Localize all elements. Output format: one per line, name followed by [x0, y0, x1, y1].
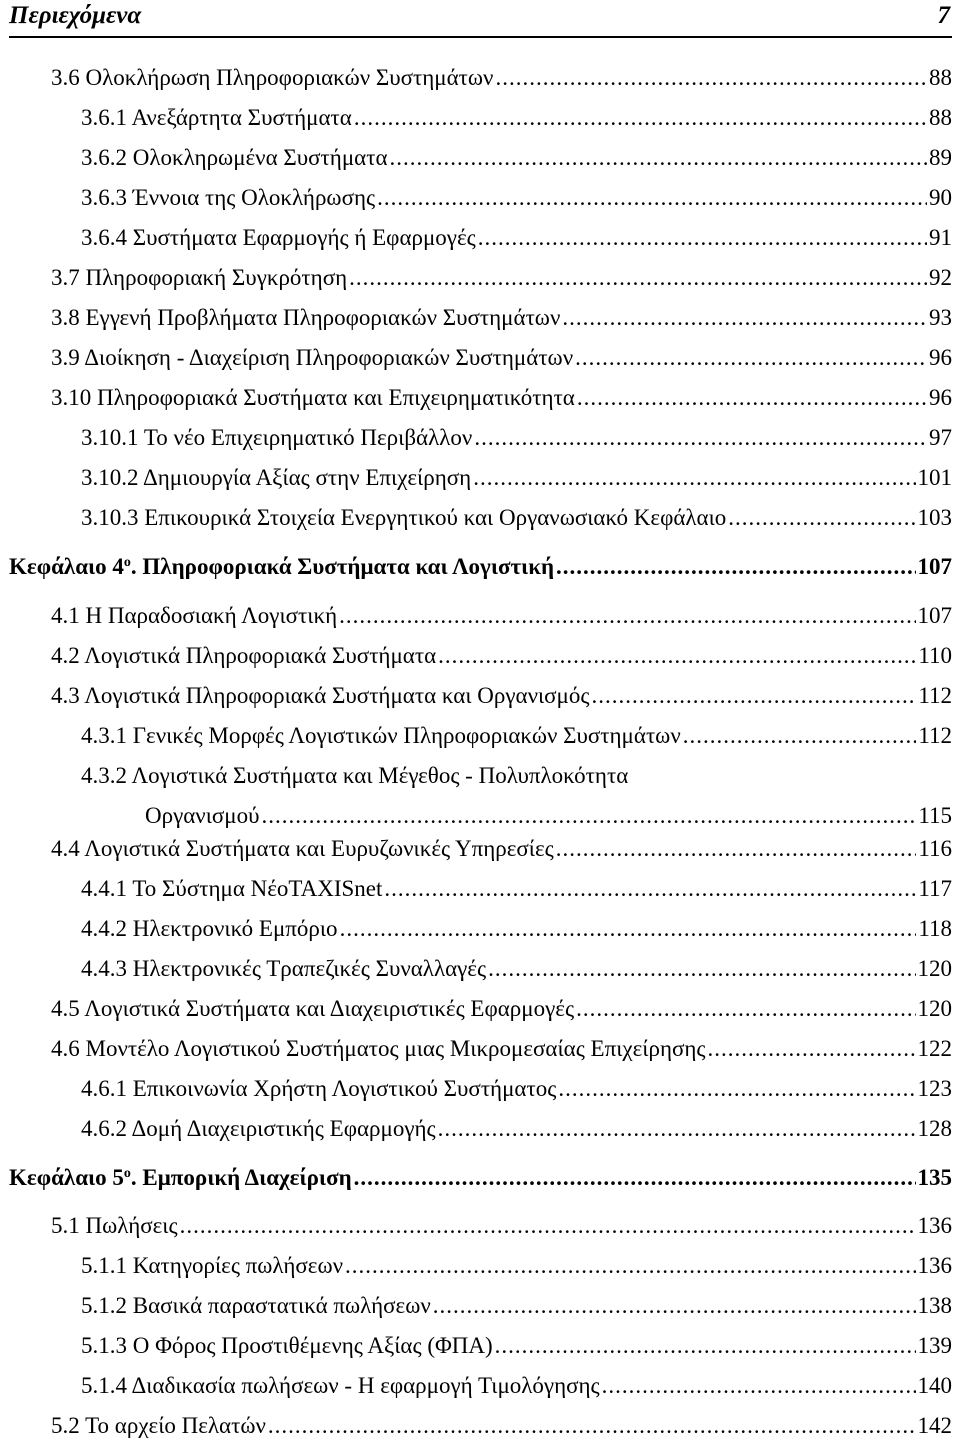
toc-entry-5-1-2[interactable]	[81, 1291, 952, 1321]
toc-entry-page: 91	[929, 225, 952, 250]
toc-chapter-title	[9, 1163, 352, 1193]
toc-entry-title: 3.8 Εγγενή Προβλήματα Πληροφοριακών Συστημάτων	[51, 305, 561, 330]
toc-entry-title: 3.6.2 Ολοκληρωμένα Συστήματα	[81, 145, 388, 170]
dot-leader	[556, 552, 915, 582]
header-page-number: 7	[937, 2, 950, 29]
toc-entry-3-6-2[interactable]	[81, 143, 952, 173]
toc-entry-title: 4.6.2 Δομή Διαχειριστικής Εφαρμογής	[81, 1116, 436, 1141]
dot-leader	[576, 994, 915, 1024]
toc-entry-3-6-4[interactable]	[81, 223, 952, 253]
dot-leader	[339, 601, 915, 631]
dot-leader	[683, 721, 917, 751]
toc-entry-title-line2: Οργανισμού	[145, 803, 260, 828]
dot-leader	[384, 874, 916, 904]
dot-leader	[180, 1211, 916, 1241]
dot-leader	[349, 263, 927, 293]
toc-entry-title: 3.10.3 Επικουρικά Στοιχεία Ενεργητικού και Οργανωσιακό Κεφάλαιο	[81, 505, 727, 530]
toc-entry-title: 3.10.1 Το νέο Επιχειρηματικό Περιβάλλον	[81, 425, 473, 450]
toc-entry-title: 4.5 Λογιστικά Συστήματα και Διαχειριστικές Εφαρμογές	[51, 996, 575, 1021]
toc-entry-page: 120	[917, 996, 952, 1021]
dot-leader	[438, 641, 916, 671]
toc-entry-3-10-2[interactable]	[81, 463, 952, 493]
toc-entry-page: 88	[929, 105, 952, 130]
toc-entry-title: 5.1.2 Βασικά παραστατικά πωλήσεων	[81, 1293, 431, 1318]
dot-leader	[473, 463, 915, 493]
toc-entry-title: 4.2 Λογιστικά Πληροφοριακά Συστήματα	[51, 643, 437, 668]
toc-entry-4-5[interactable]	[51, 994, 952, 1024]
toc-entry-4-3[interactable]	[51, 681, 952, 711]
toc-entry-title: 4.6 Μοντέλο Λογιστικού Συστήματος μιας Μικρομεσαίας Επιχείρησης	[51, 1036, 706, 1061]
toc-entry-3-9[interactable]	[51, 343, 952, 373]
toc-entry-5-1[interactable]	[51, 1211, 952, 1241]
toc-entry-page: 136	[917, 1253, 952, 1278]
toc-entry-page: 90	[929, 185, 952, 210]
toc-entry-title: 5.1.3 Ο Φόρος Προστιθέμενης Αξίας (ΦΠΑ)	[81, 1333, 493, 1358]
toc-entry-3-10-1[interactable]	[81, 423, 952, 453]
toc-entry-3-10-3[interactable]	[81, 503, 952, 533]
dot-leader	[728, 503, 915, 533]
toc-entry-4-6-1[interactable]	[81, 1074, 952, 1104]
dot-leader	[495, 63, 927, 93]
toc-entry-title-line1: 4.3.2 Λογιστικά Συστήματα και Μέγεθος - Πολυπλοκότητα	[81, 763, 629, 788]
toc-entry-page: 89	[929, 145, 952, 170]
toc-entry-page: 101	[917, 465, 952, 490]
toc-entry-page: 110	[918, 643, 952, 668]
toc-entry-title: 4.1 Η Παραδοσιακή Λογιστική	[51, 603, 338, 628]
dot-leader	[592, 681, 917, 711]
dot-leader	[478, 223, 927, 253]
toc-entry-title: 5.1.4 Διαδικασία πωλήσεων - Η εφαρμογή Τιμολόγησης	[81, 1373, 600, 1398]
toc-entry-title: 4.3 Λογιστικά Πληροφοριακά Συστήματα και Οργανισμός	[51, 683, 590, 708]
dot-leader	[438, 1114, 916, 1144]
toc-entry-3-6-1[interactable]	[81, 103, 952, 133]
toc-entry-page: 117	[918, 876, 952, 901]
chapter-label: Κεφάλαιο 4	[9, 554, 124, 579]
toc-entry-3-8[interactable]	[51, 303, 952, 333]
dot-leader	[474, 423, 927, 453]
toc-entry-title: 3.6 Ολοκλήρωση Πληροφοριακών Συστημάτων	[51, 65, 494, 90]
toc-entry-5-1-4[interactable]	[81, 1371, 952, 1401]
toc-entry-4-4-3[interactable]	[81, 954, 952, 984]
toc-entry-4-1[interactable]	[51, 601, 952, 631]
dot-leader	[268, 1411, 916, 1441]
toc-chapter-4[interactable]	[9, 552, 952, 582]
toc-entry-5-2[interactable]	[51, 1411, 952, 1441]
toc-entry-4-4-2[interactable]	[81, 914, 952, 944]
toc-entry-page: 138	[917, 1293, 952, 1318]
toc-entry-4-3-2[interactable]	[81, 761, 952, 831]
toc-chapter-title	[9, 552, 554, 582]
toc-entry-page: 123	[917, 1076, 952, 1101]
dot-leader	[345, 1251, 916, 1281]
toc-entry-4-4-1[interactable]	[81, 874, 952, 904]
dot-leader	[602, 1371, 916, 1401]
toc-entry-4-6-2[interactable]	[81, 1114, 952, 1144]
chapter-name: . Πληροφοριακά Συστήματα και Λογιστική	[130, 554, 555, 579]
dot-leader	[495, 1331, 916, 1361]
toc-entry-title: 4.6.1 Επικοινωνία Χρήστη Λογιστικού Συστήματος	[81, 1076, 557, 1101]
toc-entry-page: 97	[929, 425, 952, 450]
toc-entry-page: 118	[918, 916, 952, 941]
dot-leader	[354, 103, 927, 133]
toc-entry-page: 107	[917, 603, 952, 628]
toc-entry-4-6[interactable]	[51, 1034, 952, 1064]
toc-entry-page: 93	[929, 305, 952, 330]
toc-entry-title: 3.6.1 Ανεξάρτητα Συστήματα	[81, 105, 352, 130]
toc-entry-title: 4.4 Λογιστικά Συστήματα και Ευρυζωνικές Υπηρεσίες	[51, 836, 554, 861]
toc-entry-3-10[interactable]	[51, 383, 952, 413]
dot-leader	[340, 914, 917, 944]
ordinal-superscript: ο	[123, 1166, 131, 1181]
toc-entry-title: 4.4.3 Ηλεκτρονικές Τραπεζικές Συναλλαγές	[81, 956, 487, 981]
toc-entry-4-2[interactable]	[51, 641, 952, 671]
toc-entry-page: 96	[929, 385, 952, 410]
toc-entry-page: 136	[917, 1213, 952, 1238]
dot-leader	[433, 1291, 916, 1321]
toc-entry-page: 140	[917, 1373, 952, 1398]
toc-entry-3-6[interactable]	[51, 63, 952, 93]
toc-entry-title: 3.9 Διοίκηση - Διαχείριση Πληροφοριακών Συστημάτων	[51, 345, 574, 370]
toc-entry-title: 4.4.2 Ηλεκτρονικό Εμπόριο	[81, 916, 338, 941]
toc-entry-4-4[interactable]	[51, 834, 952, 864]
toc-entry-page: 122	[917, 1036, 952, 1061]
ordinal-superscript: ο	[123, 555, 131, 570]
toc-entry-page: 103	[917, 505, 952, 530]
toc-entry-title: 3.7 Πληροφοριακή Συγκρότηση	[51, 265, 348, 290]
toc-entry-3-6-3[interactable]	[81, 183, 952, 213]
toc-entry-title: 5.1.1 Κατηγορίες πωλήσεων	[81, 1253, 343, 1278]
toc-entry-page: 107	[917, 554, 952, 579]
dot-leader	[558, 1074, 915, 1104]
dot-leader	[488, 954, 915, 984]
toc-entry-page: 115	[918, 803, 952, 828]
toc-entry-title: 5.1 Πωλήσεις	[51, 1213, 178, 1238]
dot-leader	[562, 303, 927, 333]
toc-entry-page: 116	[918, 836, 952, 861]
dot-leader	[354, 1163, 916, 1193]
toc-chapter-5[interactable]	[9, 1163, 952, 1193]
toc-entry-page: 96	[929, 345, 952, 370]
toc-entry-4-3-1[interactable]	[81, 721, 952, 751]
toc-entry-page: 88	[929, 65, 952, 90]
dot-leader	[577, 383, 927, 413]
toc-entry-page: 120	[917, 956, 952, 981]
toc-entry-title: 3.6.4 Συστήματα Εφαρμογής ή Εφαρμογές	[81, 225, 476, 250]
dot-leader	[556, 834, 917, 864]
dot-leader	[262, 801, 917, 831]
toc-entry-page: 112	[918, 683, 952, 708]
toc-entry-title: 3.6.3 Έννοια της Ολοκλήρωσης	[81, 185, 376, 210]
dot-leader	[708, 1034, 916, 1064]
toc-entry-title: 4.3.1 Γενικές Μορφές Λογιστικών Πληροφοριακών Συστημάτων	[81, 723, 681, 748]
toc-entry-page: 92	[929, 265, 952, 290]
dot-leader	[377, 183, 927, 213]
toc-entry-title: 3.10 Πληροφοριακά Συστήματα και Επιχειρηματικότητα	[51, 385, 575, 410]
toc-entry-title-line2-row	[145, 801, 952, 831]
chapter-name: . Εμπορική Διαχείριση	[130, 1165, 352, 1190]
dot-leader	[390, 143, 927, 173]
toc-entry-5-1-1[interactable]	[81, 1251, 952, 1281]
toc-entry-page: 139	[917, 1333, 952, 1358]
toc-entry-page: 128	[917, 1116, 952, 1141]
toc-entry-title: 4.4.1 Το Σύστημα ΝέοTAXISnet	[81, 876, 383, 901]
toc-entry-title: 3.10.2 Δημιουργία Αξίας στην Επιχείρηση	[81, 465, 472, 490]
toc-entry-3-7[interactable]	[51, 263, 952, 293]
toc-entry-page: 135	[917, 1165, 952, 1190]
header-title: Περιεχόμενα	[9, 2, 142, 29]
toc-entry-5-1-3[interactable]	[81, 1331, 952, 1361]
toc-entry-page: 112	[918, 723, 952, 748]
dot-leader	[575, 343, 927, 373]
toc-entry-title: 5.2 Το αρχείο Πελατών	[51, 1413, 266, 1438]
chapter-label: Κεφάλαιο 5	[9, 1165, 124, 1190]
toc-entry-page: 142	[917, 1413, 952, 1438]
